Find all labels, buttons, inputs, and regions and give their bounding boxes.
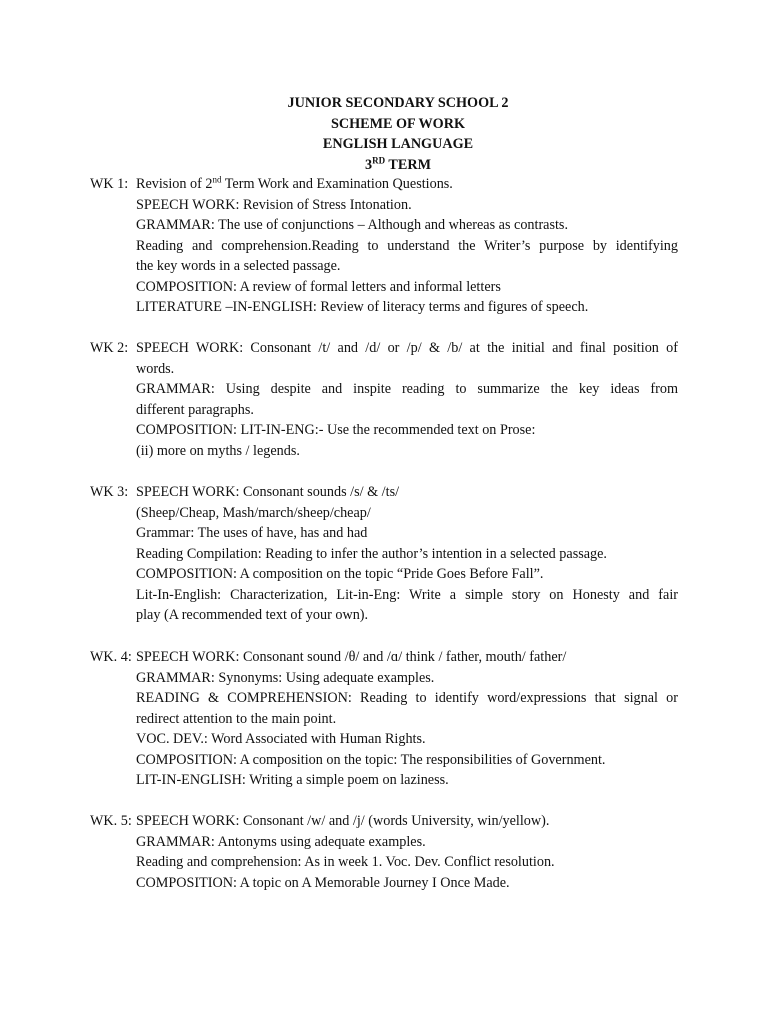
week-5-line: SPEECH WORK: Consonant /w/ and /j/ (words University, win/yellow). [136,813,550,829]
subject-title: ENGLISH LANGUAGE [322,136,474,152]
week-5-line: COMPOSITION: A topic on A Memorable Journey I Once Made. [136,874,510,891]
week-2-line: SPEECH WORK: Consonant /t/ and /d/ or /p/ & /b/ at the initial and final position of [136,340,678,356]
week-1-line: LITERATURE –IN-ENGLISH: Review of literacy terms and figures of speech. [136,299,589,315]
week-2-line: different paragraphs. [136,401,254,418]
school-title: JUNIOR SECONDARY SCHOOL 2 [287,95,509,111]
week-4-label: WK. 4: [90,649,132,665]
week-4-line: SPEECH WORK: Consonant sound /θ/ and /ɑ/ think / father, mouth/ father/ [136,649,567,665]
week-1-section [90,174,678,318]
week-3-label: WK 3: [90,484,129,500]
week-2-section [90,338,678,461]
week-3-line: play (A recommended text of your own). [136,607,369,623]
week-4-line: READING & COMPREHENSION: Reading to identify word/expressions that signal or [136,690,678,706]
week-1-line: SPEECH WORK: Revision of Stress Intonation. [136,196,412,213]
week-2-line: GRAMMAR: Using despite and inspite reading to summarize the key ideas from [136,381,678,397]
week-1-line: GRAMMAR: The use of conjunctions – Although and whereas as contrasts. [136,217,569,233]
week-2-line: COMPOSITION: LIT-IN-ENG:- Use the recommended text on Prose: [136,422,536,438]
document-header [0,93,768,175]
week-1-line: the key words in a selected passage. [136,258,341,274]
week-1-line: Revision of 2nd Term Work and Examination Questions. [136,174,453,192]
week-3-section [90,482,678,626]
week-2-line: words. [136,360,175,377]
week-3-line: SPEECH WORK: Consonant sounds /s/ & /ts/ [136,484,400,500]
week-5-line: Reading and comprehension: As in week 1. Voc. Dev. Conflict resolution. [136,854,555,870]
week-1-line: Reading and comprehension.Reading to understand the Writer’s purpose by identifying [136,237,678,254]
week-3-line: Reading Compilation: Reading to infer the author’s intention in a selected passage. [136,545,607,562]
week-1-line: COMPOSITION: A review of formal letters and informal letters [136,278,501,295]
week-4-line: COMPOSITION: A composition on the topic: The responsibilities of Government. [136,751,606,768]
week-5-section [90,811,678,893]
week-4-line: VOC. DEV.: Word Associated with Human Rights. [136,731,426,747]
scheme-title: SCHEME OF WORK [330,115,465,132]
week-3-line: (Sheep/Cheap, Mash/march/sheep/cheap/ [136,504,371,521]
week-5-label: WK. 5: [90,813,132,829]
week-4-line: GRAMMAR: Synonyms: Using adequate examples. [136,669,435,686]
week-4-line: redirect attention to the main point. [136,710,337,727]
week-2-label: WK 2: [90,340,129,356]
week-2-line: (ii) more on myths / legends. [136,442,300,459]
week-1-label: WK 1: [90,176,129,192]
week-3-line: Lit-In-English: Characterization, Lit-in-Eng: Write a simple story on Honesty and fair [136,586,678,603]
week-5-line: GRAMMAR: Antonyms using adequate examples. [136,833,426,850]
week-3-line: COMPOSITION: A composition on the topic “Pride Goes Before Fall”. [136,566,544,582]
week-4-line: LIT-IN-ENGLISH: Writing a simple poem on laziness. [136,772,449,788]
week-4-section [90,647,678,791]
week-3-line: Grammar: The uses of have, has and had [136,525,368,541]
term-title: 3RD TERM [365,154,431,173]
